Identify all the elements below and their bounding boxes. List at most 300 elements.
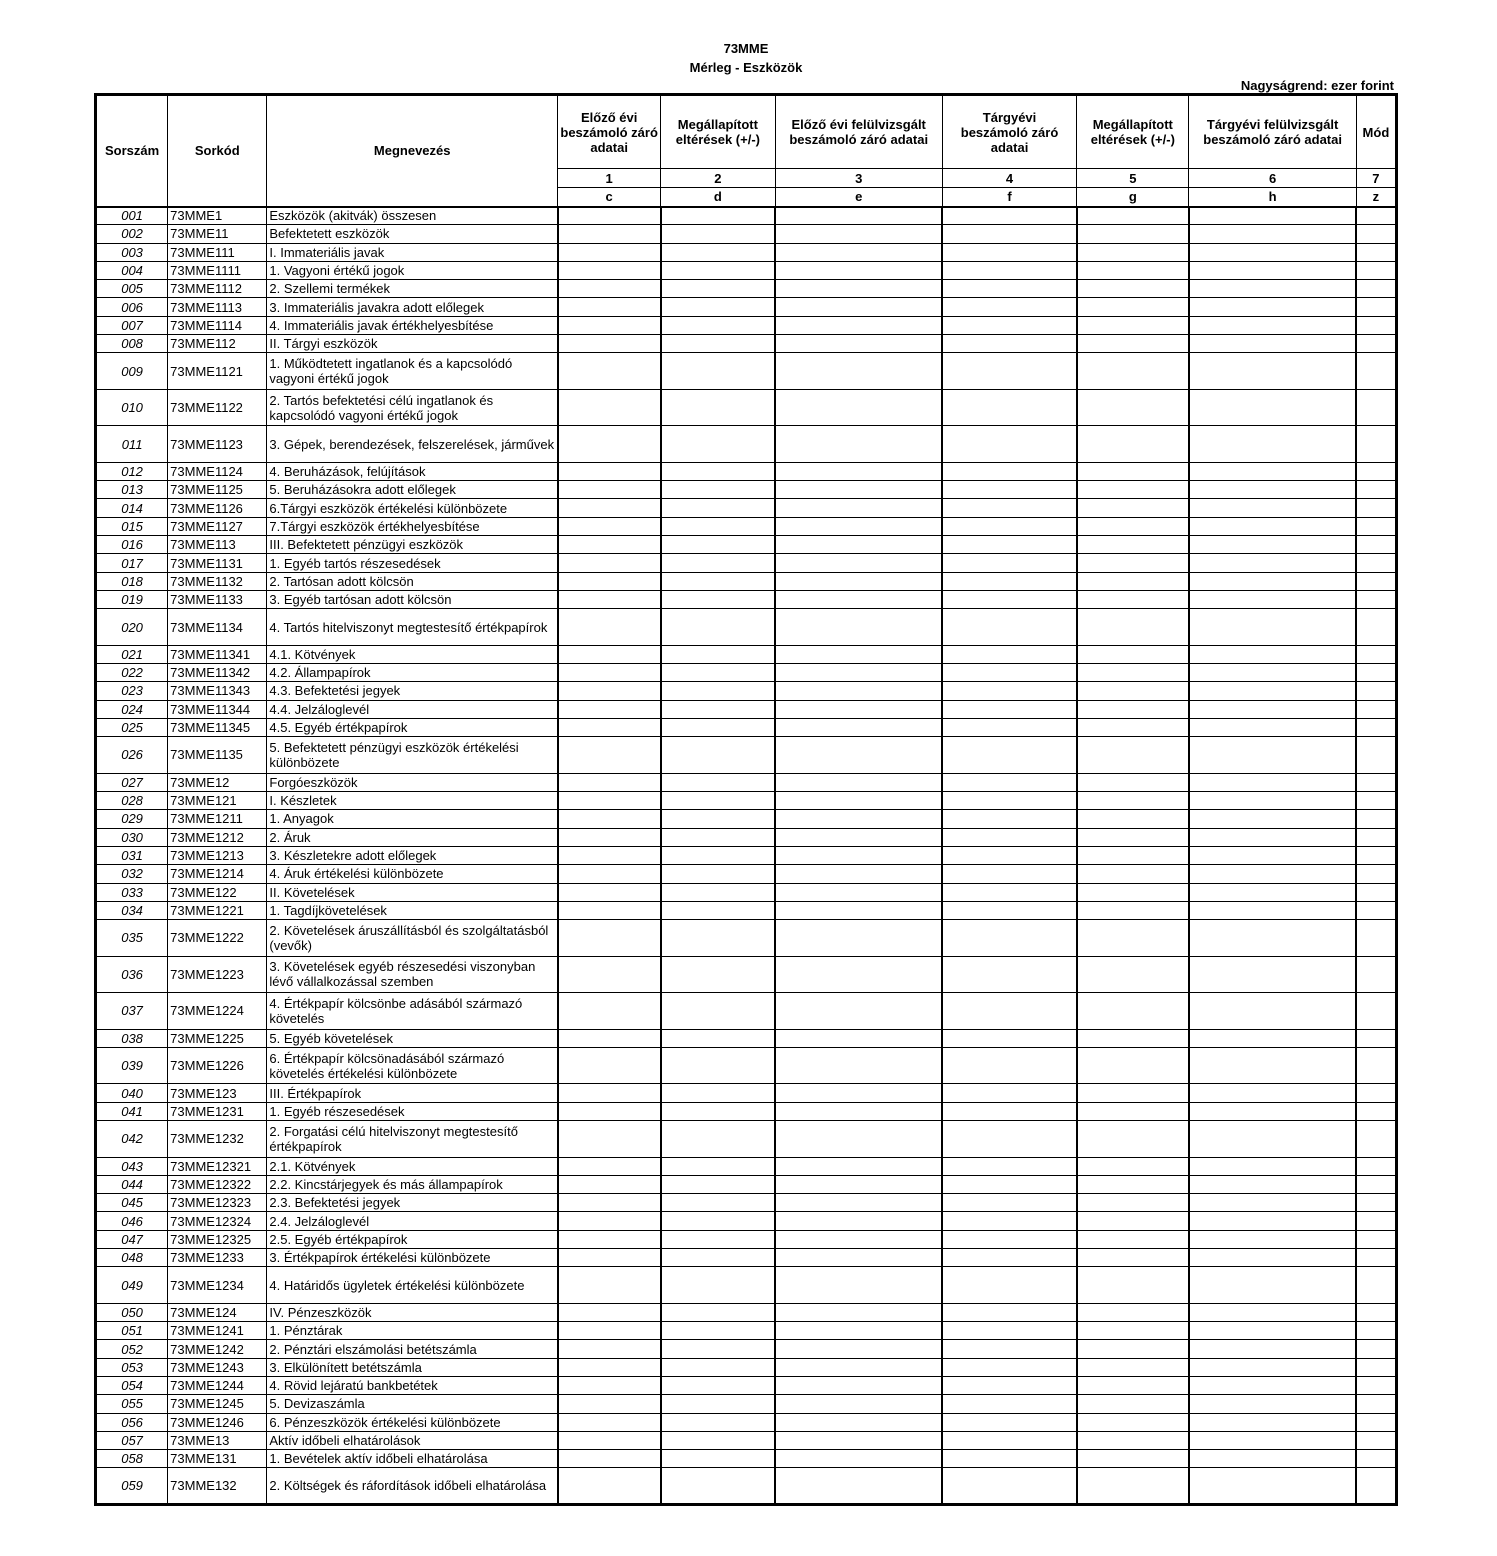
value-cell-col-6[interactable] <box>1189 773 1356 791</box>
value-cell-col-4[interactable] <box>942 554 1076 572</box>
value-cell-col-2[interactable] <box>661 1303 775 1321</box>
value-cell-col-3[interactable] <box>775 572 942 590</box>
value-cell-col-4[interactable] <box>942 243 1076 261</box>
value-cell-col-5[interactable] <box>1077 1468 1189 1505</box>
value-cell-col-3[interactable] <box>775 481 942 499</box>
value-cell-col-7[interactable] <box>1356 353 1396 390</box>
value-cell-col-2[interactable] <box>661 883 775 901</box>
value-cell-col-2[interactable] <box>661 1450 775 1468</box>
value-cell-col-3[interactable] <box>775 207 942 225</box>
value-cell-col-3[interactable] <box>775 1358 942 1376</box>
value-cell-col-7[interactable] <box>1356 1358 1396 1376</box>
value-cell-col-3[interactable] <box>775 353 942 390</box>
value-cell-col-5[interactable] <box>1077 316 1189 334</box>
value-cell-col-3[interactable] <box>775 1267 942 1304</box>
value-cell-col-5[interactable] <box>1077 572 1189 590</box>
value-cell-col-4[interactable] <box>942 207 1076 225</box>
value-cell-col-1[interactable] <box>558 1194 661 1212</box>
value-cell-col-2[interactable] <box>661 225 775 243</box>
value-cell-col-7[interactable] <box>1356 280 1396 298</box>
value-cell-col-3[interactable] <box>775 993 942 1030</box>
value-cell-col-7[interactable] <box>1356 335 1396 353</box>
value-cell-col-6[interactable] <box>1189 901 1356 919</box>
value-cell-col-3[interactable] <box>775 645 942 663</box>
value-cell-col-2[interactable] <box>661 1029 775 1047</box>
value-cell-col-2[interactable] <box>661 1358 775 1376</box>
value-cell-col-4[interactable] <box>942 517 1076 535</box>
value-cell-col-3[interactable] <box>775 1047 942 1084</box>
value-cell-col-5[interactable] <box>1077 1102 1189 1120</box>
value-cell-col-7[interactable] <box>1356 261 1396 279</box>
value-cell-col-7[interactable] <box>1356 1212 1396 1230</box>
value-cell-col-6[interactable] <box>1189 1230 1356 1248</box>
value-cell-col-1[interactable] <box>558 462 661 480</box>
value-cell-col-3[interactable] <box>775 1395 942 1413</box>
value-cell-col-1[interactable] <box>558 1248 661 1266</box>
value-cell-col-3[interactable] <box>775 956 942 993</box>
value-cell-col-6[interactable] <box>1189 1431 1356 1449</box>
value-cell-col-1[interactable] <box>558 1322 661 1340</box>
value-cell-col-4[interactable] <box>942 993 1076 1030</box>
value-cell-col-7[interactable] <box>1356 316 1396 334</box>
value-cell-col-6[interactable] <box>1189 609 1356 646</box>
value-cell-col-3[interactable] <box>775 792 942 810</box>
value-cell-col-5[interactable] <box>1077 956 1189 993</box>
value-cell-col-3[interactable] <box>775 846 942 864</box>
value-cell-col-4[interactable] <box>942 718 1076 736</box>
value-cell-col-7[interactable] <box>1356 462 1396 480</box>
value-cell-col-6[interactable] <box>1189 536 1356 554</box>
value-cell-col-3[interactable] <box>775 517 942 535</box>
value-cell-col-6[interactable] <box>1189 883 1356 901</box>
value-cell-col-2[interactable] <box>661 1157 775 1175</box>
value-cell-col-5[interactable] <box>1077 426 1189 463</box>
value-cell-col-7[interactable] <box>1356 956 1396 993</box>
value-cell-col-1[interactable] <box>558 280 661 298</box>
value-cell-col-5[interactable] <box>1077 1358 1189 1376</box>
value-cell-col-2[interactable] <box>661 1175 775 1193</box>
value-cell-col-5[interactable] <box>1077 609 1189 646</box>
value-cell-col-5[interactable] <box>1077 1267 1189 1304</box>
value-cell-col-1[interactable] <box>558 700 661 718</box>
value-cell-col-4[interactable] <box>942 499 1076 517</box>
value-cell-col-2[interactable] <box>661 261 775 279</box>
value-cell-col-3[interactable] <box>775 1121 942 1158</box>
value-cell-col-7[interactable] <box>1356 1450 1396 1468</box>
value-cell-col-4[interactable] <box>942 1340 1076 1358</box>
value-cell-col-7[interactable] <box>1356 920 1396 957</box>
value-cell-col-7[interactable] <box>1356 737 1396 774</box>
value-cell-col-2[interactable] <box>661 316 775 334</box>
value-cell-col-4[interactable] <box>942 901 1076 919</box>
value-cell-col-4[interactable] <box>942 792 1076 810</box>
value-cell-col-6[interactable] <box>1189 426 1356 463</box>
value-cell-col-2[interactable] <box>661 536 775 554</box>
value-cell-col-1[interactable] <box>558 1468 661 1505</box>
value-cell-col-4[interactable] <box>942 664 1076 682</box>
value-cell-col-1[interactable] <box>558 1376 661 1394</box>
value-cell-col-7[interactable] <box>1356 1376 1396 1394</box>
value-cell-col-2[interactable] <box>661 554 775 572</box>
value-cell-col-2[interactable] <box>661 426 775 463</box>
value-cell-col-1[interactable] <box>558 261 661 279</box>
value-cell-col-1[interactable] <box>558 1450 661 1468</box>
value-cell-col-5[interactable] <box>1077 207 1189 225</box>
value-cell-col-1[interactable] <box>558 901 661 919</box>
value-cell-col-7[interactable] <box>1356 1395 1396 1413</box>
value-cell-col-4[interactable] <box>942 1303 1076 1321</box>
value-cell-col-1[interactable] <box>558 1212 661 1230</box>
value-cell-col-4[interactable] <box>942 1230 1076 1248</box>
value-cell-col-7[interactable] <box>1356 1431 1396 1449</box>
value-cell-col-2[interactable] <box>661 645 775 663</box>
value-cell-col-2[interactable] <box>661 810 775 828</box>
value-cell-col-5[interactable] <box>1077 554 1189 572</box>
value-cell-col-5[interactable] <box>1077 1194 1189 1212</box>
value-cell-col-6[interactable] <box>1189 1121 1356 1158</box>
value-cell-col-6[interactable] <box>1189 335 1356 353</box>
value-cell-col-7[interactable] <box>1356 1047 1396 1084</box>
value-cell-col-3[interactable] <box>775 901 942 919</box>
value-cell-col-7[interactable] <box>1356 846 1396 864</box>
value-cell-col-7[interactable] <box>1356 609 1396 646</box>
value-cell-col-4[interactable] <box>942 1358 1076 1376</box>
value-cell-col-6[interactable] <box>1189 1358 1356 1376</box>
value-cell-col-7[interactable] <box>1356 993 1396 1030</box>
value-cell-col-7[interactable] <box>1356 1157 1396 1175</box>
value-cell-col-6[interactable] <box>1189 1029 1356 1047</box>
value-cell-col-4[interactable] <box>942 1029 1076 1047</box>
value-cell-col-7[interactable] <box>1356 828 1396 846</box>
value-cell-col-6[interactable] <box>1189 499 1356 517</box>
value-cell-col-4[interactable] <box>942 810 1076 828</box>
value-cell-col-4[interactable] <box>942 846 1076 864</box>
value-cell-col-5[interactable] <box>1077 920 1189 957</box>
value-cell-col-1[interactable] <box>558 1230 661 1248</box>
value-cell-col-6[interactable] <box>1189 207 1356 225</box>
value-cell-col-5[interactable] <box>1077 1047 1189 1084</box>
value-cell-col-7[interactable] <box>1356 1248 1396 1266</box>
value-cell-col-3[interactable] <box>775 1303 942 1321</box>
value-cell-col-4[interactable] <box>942 335 1076 353</box>
value-cell-col-1[interactable] <box>558 828 661 846</box>
value-cell-col-5[interactable] <box>1077 1121 1189 1158</box>
value-cell-col-3[interactable] <box>775 462 942 480</box>
value-cell-col-1[interactable] <box>558 1267 661 1304</box>
value-cell-col-1[interactable] <box>558 1413 661 1431</box>
value-cell-col-2[interactable] <box>661 1084 775 1102</box>
value-cell-col-7[interactable] <box>1356 481 1396 499</box>
value-cell-col-2[interactable] <box>661 664 775 682</box>
value-cell-col-6[interactable] <box>1189 810 1356 828</box>
value-cell-col-3[interactable] <box>775 1157 942 1175</box>
value-cell-col-6[interactable] <box>1189 554 1356 572</box>
value-cell-col-5[interactable] <box>1077 517 1189 535</box>
value-cell-col-1[interactable] <box>558 1340 661 1358</box>
value-cell-col-4[interactable] <box>942 737 1076 774</box>
value-cell-col-4[interactable] <box>942 956 1076 993</box>
value-cell-col-2[interactable] <box>661 1322 775 1340</box>
value-cell-col-6[interactable] <box>1189 280 1356 298</box>
value-cell-col-7[interactable] <box>1356 792 1396 810</box>
value-cell-col-7[interactable] <box>1356 682 1396 700</box>
value-cell-col-5[interactable] <box>1077 901 1189 919</box>
value-cell-col-2[interactable] <box>661 572 775 590</box>
value-cell-col-1[interactable] <box>558 499 661 517</box>
value-cell-col-5[interactable] <box>1077 481 1189 499</box>
value-cell-col-6[interactable] <box>1189 828 1356 846</box>
value-cell-col-3[interactable] <box>775 1413 942 1431</box>
value-cell-col-7[interactable] <box>1356 426 1396 463</box>
value-cell-col-6[interactable] <box>1189 1468 1356 1505</box>
value-cell-col-3[interactable] <box>775 1248 942 1266</box>
value-cell-col-6[interactable] <box>1189 1157 1356 1175</box>
value-cell-col-6[interactable] <box>1189 316 1356 334</box>
value-cell-col-5[interactable] <box>1077 792 1189 810</box>
value-cell-col-4[interactable] <box>942 1248 1076 1266</box>
value-cell-col-3[interactable] <box>775 261 942 279</box>
value-cell-col-5[interactable] <box>1077 335 1189 353</box>
value-cell-col-1[interactable] <box>558 1047 661 1084</box>
value-cell-col-4[interactable] <box>942 883 1076 901</box>
value-cell-col-7[interactable] <box>1356 718 1396 736</box>
value-cell-col-5[interactable] <box>1077 1029 1189 1047</box>
value-cell-col-4[interactable] <box>942 645 1076 663</box>
value-cell-col-6[interactable] <box>1189 792 1356 810</box>
value-cell-col-3[interactable] <box>775 1194 942 1212</box>
value-cell-col-7[interactable] <box>1356 865 1396 883</box>
value-cell-col-3[interactable] <box>775 682 942 700</box>
value-cell-col-6[interactable] <box>1189 682 1356 700</box>
value-cell-col-3[interactable] <box>775 718 942 736</box>
value-cell-col-5[interactable] <box>1077 645 1189 663</box>
value-cell-col-5[interactable] <box>1077 1303 1189 1321</box>
value-cell-col-7[interactable] <box>1356 883 1396 901</box>
value-cell-col-2[interactable] <box>661 993 775 1030</box>
value-cell-col-4[interactable] <box>942 353 1076 390</box>
value-cell-col-2[interactable] <box>661 389 775 426</box>
value-cell-col-6[interactable] <box>1189 737 1356 774</box>
value-cell-col-4[interactable] <box>942 572 1076 590</box>
value-cell-col-6[interactable] <box>1189 353 1356 390</box>
value-cell-col-7[interactable] <box>1356 225 1396 243</box>
value-cell-col-1[interactable] <box>558 335 661 353</box>
value-cell-col-6[interactable] <box>1189 1267 1356 1304</box>
value-cell-col-4[interactable] <box>942 828 1076 846</box>
value-cell-col-2[interactable] <box>661 353 775 390</box>
value-cell-col-3[interactable] <box>775 700 942 718</box>
value-cell-col-3[interactable] <box>775 1175 942 1193</box>
value-cell-col-2[interactable] <box>661 499 775 517</box>
value-cell-col-4[interactable] <box>942 590 1076 608</box>
value-cell-col-6[interactable] <box>1189 1047 1356 1084</box>
value-cell-col-1[interactable] <box>558 737 661 774</box>
value-cell-col-5[interactable] <box>1077 664 1189 682</box>
value-cell-col-3[interactable] <box>775 1468 942 1505</box>
value-cell-col-4[interactable] <box>942 462 1076 480</box>
value-cell-col-1[interactable] <box>558 517 661 535</box>
value-cell-col-4[interactable] <box>942 920 1076 957</box>
value-cell-col-4[interactable] <box>942 298 1076 316</box>
value-cell-col-4[interactable] <box>942 865 1076 883</box>
value-cell-col-5[interactable] <box>1077 261 1189 279</box>
value-cell-col-2[interactable] <box>661 481 775 499</box>
value-cell-col-5[interactable] <box>1077 462 1189 480</box>
value-cell-col-4[interactable] <box>942 1395 1076 1413</box>
value-cell-col-5[interactable] <box>1077 1084 1189 1102</box>
value-cell-col-7[interactable] <box>1356 1029 1396 1047</box>
value-cell-col-6[interactable] <box>1189 298 1356 316</box>
value-cell-col-6[interactable] <box>1189 993 1356 1030</box>
value-cell-col-6[interactable] <box>1189 1303 1356 1321</box>
value-cell-col-1[interactable] <box>558 481 661 499</box>
value-cell-col-7[interactable] <box>1356 1267 1396 1304</box>
value-cell-col-4[interactable] <box>942 1267 1076 1304</box>
value-cell-col-1[interactable] <box>558 1175 661 1193</box>
value-cell-col-7[interactable] <box>1356 590 1396 608</box>
value-cell-col-3[interactable] <box>775 389 942 426</box>
value-cell-col-7[interactable] <box>1356 572 1396 590</box>
value-cell-col-5[interactable] <box>1077 1230 1189 1248</box>
value-cell-col-2[interactable] <box>661 682 775 700</box>
value-cell-col-4[interactable] <box>942 426 1076 463</box>
value-cell-col-2[interactable] <box>661 700 775 718</box>
value-cell-col-4[interactable] <box>942 700 1076 718</box>
value-cell-col-5[interactable] <box>1077 280 1189 298</box>
value-cell-col-6[interactable] <box>1189 865 1356 883</box>
value-cell-col-4[interactable] <box>942 609 1076 646</box>
value-cell-col-7[interactable] <box>1356 517 1396 535</box>
value-cell-col-7[interactable] <box>1356 207 1396 225</box>
value-cell-col-1[interactable] <box>558 810 661 828</box>
value-cell-col-7[interactable] <box>1356 664 1396 682</box>
value-cell-col-6[interactable] <box>1189 1248 1356 1266</box>
value-cell-col-3[interactable] <box>775 426 942 463</box>
value-cell-col-3[interactable] <box>775 335 942 353</box>
value-cell-col-1[interactable] <box>558 956 661 993</box>
value-cell-col-7[interactable] <box>1356 1468 1396 1505</box>
value-cell-col-7[interactable] <box>1356 645 1396 663</box>
value-cell-col-5[interactable] <box>1077 1395 1189 1413</box>
value-cell-col-6[interactable] <box>1189 1212 1356 1230</box>
value-cell-col-3[interactable] <box>775 1431 942 1449</box>
value-cell-col-6[interactable] <box>1189 664 1356 682</box>
value-cell-col-1[interactable] <box>558 883 661 901</box>
value-cell-col-2[interactable] <box>661 1248 775 1266</box>
value-cell-col-2[interactable] <box>661 335 775 353</box>
value-cell-col-7[interactable] <box>1356 901 1396 919</box>
value-cell-col-3[interactable] <box>775 536 942 554</box>
value-cell-col-4[interactable] <box>942 1194 1076 1212</box>
value-cell-col-7[interactable] <box>1356 1230 1396 1248</box>
value-cell-col-2[interactable] <box>661 1395 775 1413</box>
value-cell-col-1[interactable] <box>558 664 661 682</box>
value-cell-col-4[interactable] <box>942 1450 1076 1468</box>
value-cell-col-5[interactable] <box>1077 536 1189 554</box>
value-cell-col-4[interactable] <box>942 261 1076 279</box>
value-cell-col-1[interactable] <box>558 1395 661 1413</box>
value-cell-col-6[interactable] <box>1189 1395 1356 1413</box>
value-cell-col-1[interactable] <box>558 1303 661 1321</box>
value-cell-col-1[interactable] <box>558 1358 661 1376</box>
value-cell-col-3[interactable] <box>775 590 942 608</box>
value-cell-col-2[interactable] <box>661 1376 775 1394</box>
value-cell-col-5[interactable] <box>1077 1157 1189 1175</box>
value-cell-col-5[interactable] <box>1077 810 1189 828</box>
value-cell-col-5[interactable] <box>1077 1450 1189 1468</box>
value-cell-col-4[interactable] <box>942 280 1076 298</box>
value-cell-col-7[interactable] <box>1356 499 1396 517</box>
value-cell-col-5[interactable] <box>1077 225 1189 243</box>
value-cell-col-3[interactable] <box>775 865 942 883</box>
value-cell-col-7[interactable] <box>1356 243 1396 261</box>
value-cell-col-2[interactable] <box>661 1468 775 1505</box>
value-cell-col-6[interactable] <box>1189 1340 1356 1358</box>
value-cell-col-1[interactable] <box>558 590 661 608</box>
value-cell-col-7[interactable] <box>1356 298 1396 316</box>
value-cell-col-6[interactable] <box>1189 956 1356 993</box>
value-cell-col-3[interactable] <box>775 499 942 517</box>
value-cell-col-5[interactable] <box>1077 1212 1189 1230</box>
value-cell-col-4[interactable] <box>942 1376 1076 1394</box>
value-cell-col-5[interactable] <box>1077 590 1189 608</box>
value-cell-col-4[interactable] <box>942 389 1076 426</box>
value-cell-col-5[interactable] <box>1077 700 1189 718</box>
value-cell-col-2[interactable] <box>661 865 775 883</box>
value-cell-col-7[interactable] <box>1356 810 1396 828</box>
value-cell-col-2[interactable] <box>661 609 775 646</box>
value-cell-col-1[interactable] <box>558 682 661 700</box>
value-cell-col-3[interactable] <box>775 316 942 334</box>
value-cell-col-7[interactable] <box>1356 1413 1396 1431</box>
value-cell-col-7[interactable] <box>1356 1121 1396 1158</box>
value-cell-col-5[interactable] <box>1077 499 1189 517</box>
value-cell-col-3[interactable] <box>775 737 942 774</box>
value-cell-col-3[interactable] <box>775 664 942 682</box>
value-cell-col-3[interactable] <box>775 243 942 261</box>
value-cell-col-6[interactable] <box>1189 920 1356 957</box>
value-cell-col-6[interactable] <box>1189 1194 1356 1212</box>
value-cell-col-7[interactable] <box>1356 554 1396 572</box>
value-cell-col-4[interactable] <box>942 1431 1076 1449</box>
value-cell-col-1[interactable] <box>558 207 661 225</box>
value-cell-col-1[interactable] <box>558 846 661 864</box>
value-cell-col-5[interactable] <box>1077 1248 1189 1266</box>
value-cell-col-1[interactable] <box>558 298 661 316</box>
value-cell-col-2[interactable] <box>661 792 775 810</box>
value-cell-col-1[interactable] <box>558 993 661 1030</box>
value-cell-col-3[interactable] <box>775 883 942 901</box>
value-cell-col-4[interactable] <box>942 225 1076 243</box>
value-cell-col-1[interactable] <box>558 536 661 554</box>
value-cell-col-1[interactable] <box>558 426 661 463</box>
value-cell-col-4[interactable] <box>942 682 1076 700</box>
value-cell-col-1[interactable] <box>558 773 661 791</box>
value-cell-col-4[interactable] <box>942 1102 1076 1120</box>
value-cell-col-6[interactable] <box>1189 225 1356 243</box>
value-cell-col-1[interactable] <box>558 792 661 810</box>
value-cell-col-4[interactable] <box>942 773 1076 791</box>
value-cell-col-3[interactable] <box>775 920 942 957</box>
value-cell-col-4[interactable] <box>942 1047 1076 1084</box>
value-cell-col-3[interactable] <box>775 1029 942 1047</box>
value-cell-col-7[interactable] <box>1356 1194 1396 1212</box>
value-cell-col-2[interactable] <box>661 773 775 791</box>
value-cell-col-1[interactable] <box>558 1121 661 1158</box>
value-cell-col-7[interactable] <box>1356 536 1396 554</box>
value-cell-col-1[interactable] <box>558 389 661 426</box>
value-cell-col-2[interactable] <box>661 1102 775 1120</box>
